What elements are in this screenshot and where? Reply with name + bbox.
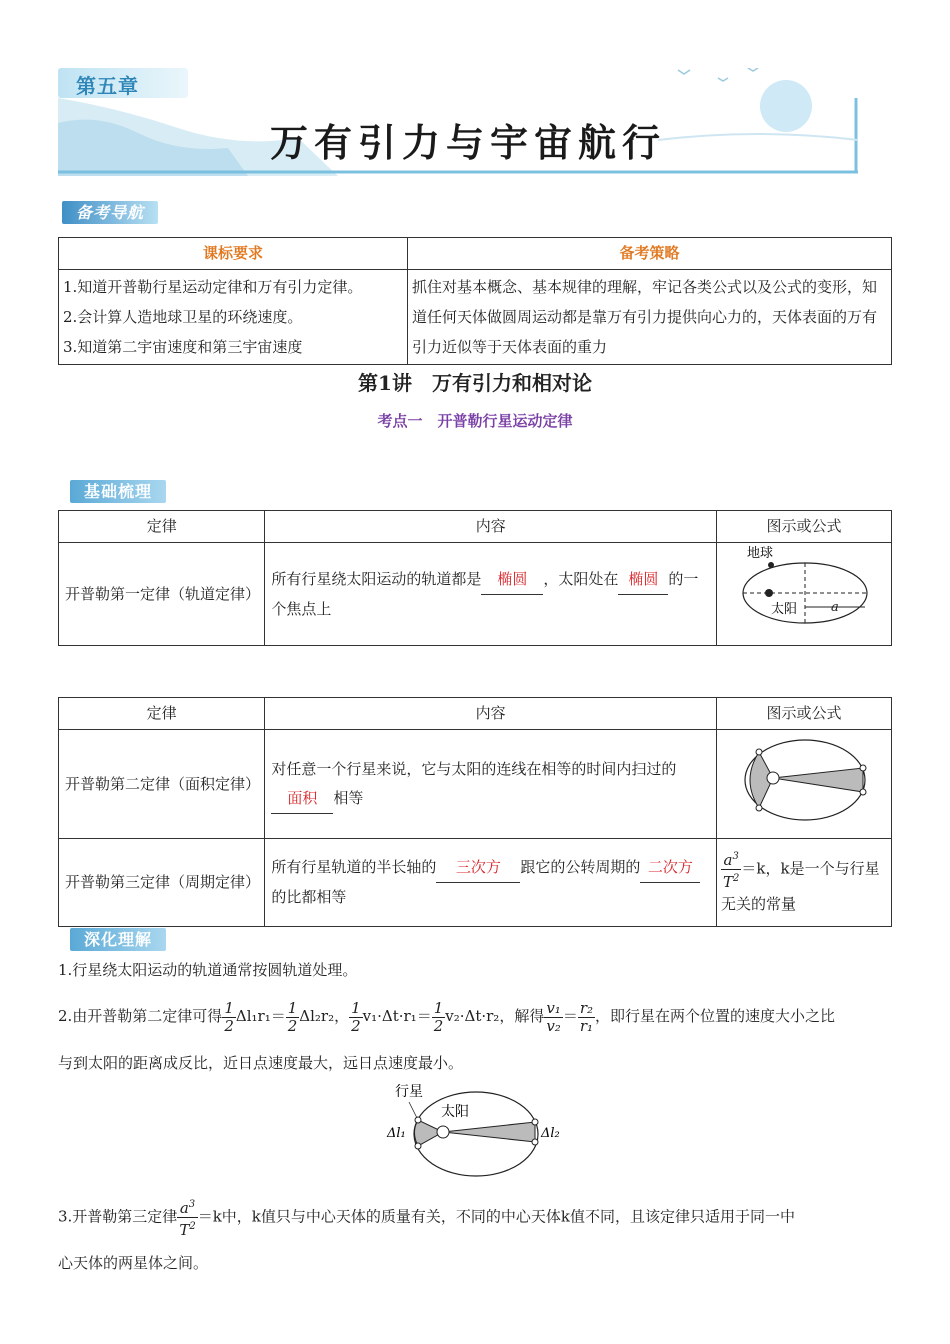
law2-figure (717, 730, 892, 839)
deep-item-2-cont: 与到太阳的距离成反比，近日点速度最大，远日点速度最小。 (58, 1054, 464, 1072)
guide-tag: 备考导航 (62, 200, 158, 223)
law1-content: 所有行星绕太阳运动的轨道都是 椭圆 ，太阳处在 椭圆 的一个焦点上 (265, 543, 717, 646)
header-law: 定律 (59, 698, 265, 730)
fig-l1-label: Δl₁ (387, 1126, 406, 1141)
chapter-title: 万有引力与宇宙航行 (270, 120, 667, 165)
fig1-earth-label: 地球 (747, 546, 774, 561)
guide-table (58, 237, 892, 365)
deep-item-2: 2.由开普勒第二定律可得 $\frac{1}{2}$ Δl₁r₁＝ $\frac{1}{2}$ Δl₂r₂， $\frac{1}{2}$ v₁·Δt·r₁＝ $\frac{1}{2}$ v₂·Δt·r₂，解得 $\frac{\text{v₁}}{\text{v₂}}$ ＝ $\frac{\text{r₂}}{\text{r₁}}$ ，即行星在两个位置的速度大小之比 (58, 998, 836, 1035)
header-law: 定律 (59, 511, 265, 543)
law-table-2 (58, 697, 892, 927)
guide-col1: 课标要求 (59, 238, 408, 270)
header-figure: 图示或公式 (717, 511, 892, 543)
header-content: 内容 (265, 511, 717, 543)
law3-name: 开普勒第三定律（周期定律） (59, 839, 265, 927)
header-figure: 图示或公式 (717, 698, 892, 730)
law3-formula: $\frac{a^3}{T^2}$ ＝k，k是一个与行星无关的常量 (717, 839, 892, 927)
fig-planet-label: 行星 (395, 1084, 423, 1100)
point-title: 考点一 开普勒行星运动定律 (377, 412, 573, 430)
fig1-sun-label: 太阳 (771, 602, 798, 617)
header-content: 内容 (265, 698, 717, 730)
guide-col2: 备考策略 (408, 238, 892, 270)
law3-content: 所有行星轨道的半长轴的 三次方 跟它的公转周期的 二次方的比都相等 (265, 839, 717, 927)
law1-figure (717, 543, 892, 646)
deep-item-3-cont: 心天体的两星体之间。 (58, 1254, 209, 1272)
law2-name: 开普勒第二定律（面积定律） (59, 730, 265, 839)
deep-item-1: 1.行星绕太阳运动的轨道通常按圆轨道处理。 (58, 961, 358, 979)
guide-requirements: 1.知道开普勒行星运动定律和万有引力定律。 2.会计算人造地球卫星的环绕速度。 3.知道第二宇宙速度和第三宇宙速度 (59, 270, 408, 365)
law2-content: 对任意一个行星来说，它与太阳的连线在相等的时间内扫过的面积 相等 (265, 730, 717, 839)
law1-name: 开普勒第一定律（轨道定律） (59, 543, 265, 646)
basics-tag: 基础梳理 (70, 479, 166, 502)
guide-strategy: 抓住对基本概念、基本规律的理解，牢记各类公式以及公式的变形，知道任何天体做圆周运动都是靠万有引力提供向心力的，天体表面的万有引力近似等于天体表面的重力 (408, 270, 892, 365)
law-table-1 (58, 510, 892, 646)
deep-item-3: 3.开普勒第三定律 $\frac{a^3}{T^2}$ ＝k中，k值只与中心天体的质量有关，不同的中心天体k值不同，且该定律只适用于同一中 (58, 1196, 888, 1239)
deep-figure (385, 1080, 575, 1190)
lecture-title: 第1讲 万有引力和相对论 (358, 371, 592, 395)
deep-tag: 深化理解 (70, 927, 166, 950)
fig-sun-label: 太阳 (441, 1104, 469, 1120)
chapter-tag: 第五章 (58, 68, 188, 98)
fig1-a-label: a (831, 600, 839, 615)
fig-l2-label: Δl₂ (541, 1126, 560, 1141)
